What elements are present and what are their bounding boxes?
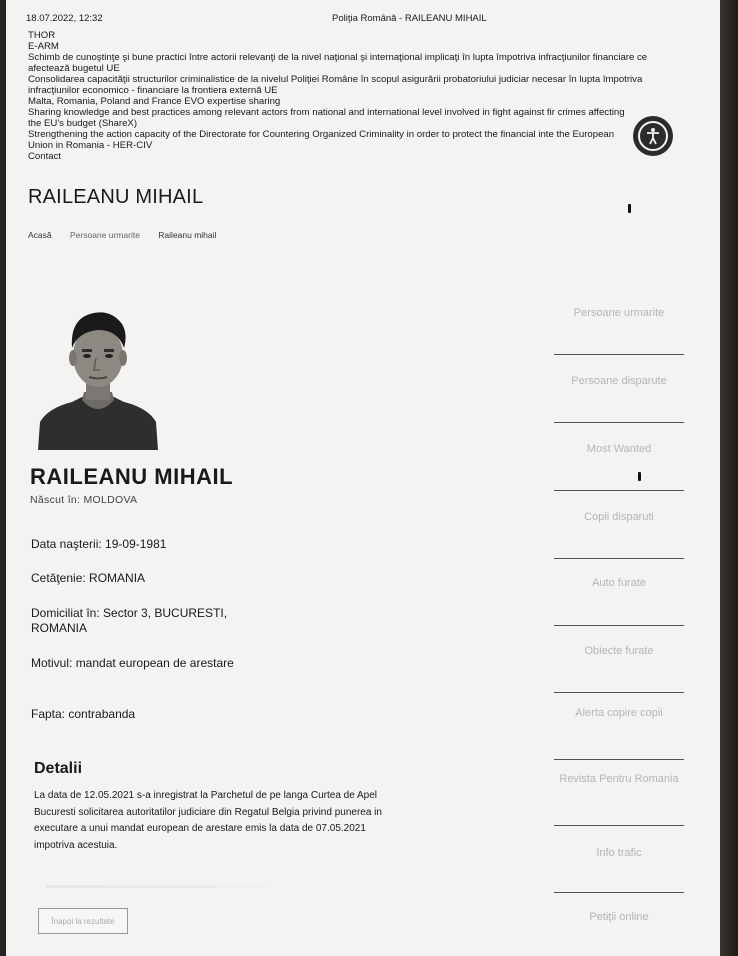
sidebar-divider xyxy=(554,490,684,491)
breadcrumb-home[interactable]: Acasă xyxy=(28,230,52,240)
reason-field xyxy=(31,656,249,671)
sidebar-item-stolen-cars[interactable]: Auto furate xyxy=(592,577,646,589)
sidebar-item-wanted[interactable]: Persoane urmarite xyxy=(573,307,665,319)
top-menu xyxy=(28,30,678,162)
person-photo xyxy=(38,300,158,450)
citizenship-field xyxy=(31,571,256,586)
breadcrumb xyxy=(28,230,232,240)
sidebar-divider xyxy=(554,759,684,760)
offense-field xyxy=(31,707,256,722)
sidebar-divider xyxy=(554,422,684,423)
reason-value: mandat european de arestare xyxy=(75,656,234,670)
back-to-results-button[interactable]: Înapoi la rezultate xyxy=(38,908,128,934)
offense-value: contrabanda xyxy=(68,707,136,721)
residence-field xyxy=(31,606,261,636)
sidebar-divider xyxy=(554,625,684,626)
menu-item-contact[interactable]: Contact xyxy=(28,151,62,162)
residence-value: Sector 3, BUCURESTI, ROMANIA xyxy=(31,606,228,635)
menu-item-sharing[interactable]: Sharing knowledge and best practices among relevant actors from national and international level involved in fight against fir crimes affecting the EU's budget (ShareX) xyxy=(28,107,625,129)
citizenship-value: ROMANIA xyxy=(89,571,146,585)
print-title: Poliţia Română - RAILEANU MIHAIL xyxy=(332,13,487,24)
sidebar-item-child-alert[interactable]: Alerta copire copii xyxy=(575,707,663,719)
accessibility-icon[interactable] xyxy=(633,116,673,156)
breadcrumb-current: Raileanu mihail xyxy=(158,230,217,240)
sidebar-item-most-wanted[interactable]: Most Wanted xyxy=(586,443,652,455)
menu-item-consolidarea[interactable]: Consolidarea capacităţii structurilor criminalistice de la nivelul Poliţiei Române în scopul asigurării probatoriului judiciar necesar în lupta împotriva infracţiunilor economico - financiare la frontiera externă UE xyxy=(28,74,643,96)
birthplace-label: Născut în: xyxy=(30,494,81,506)
offense-label: Fapta: xyxy=(31,707,66,721)
dob-value: 19-09-1981 xyxy=(105,537,167,551)
menu-item-schimb[interactable]: Schimb de cunoştinţe şi bune practici între actorii relevanţi de la nivel naţional şi internaţional implicaţi în lupta împotriva infracţiunilor financiare ce afectează bugetul UE xyxy=(28,52,648,74)
print-date: 18.07.2022, 12:32 xyxy=(26,13,103,24)
sidebar-item-traffic-info[interactable]: Info trafic xyxy=(596,847,642,859)
menu-item-malta[interactable]: Malta, Romania, Poland and France EVO expertise sharing xyxy=(28,96,281,107)
sidebar-item-stolen-objects[interactable]: Obiecte furate xyxy=(584,645,654,657)
sidebar-item-missing[interactable]: Persoane disparute xyxy=(571,375,667,387)
residence-label: Domiciliat în: xyxy=(31,606,100,620)
dob-label: Data naşterii: xyxy=(31,537,102,551)
sidebar-item-missing-children[interactable]: Copii disparuti xyxy=(584,511,654,523)
birthplace-value: MOLDOVA xyxy=(83,494,138,506)
scan-speck xyxy=(638,472,641,481)
faded-divider xyxy=(46,885,266,888)
menu-item-strengthening[interactable]: Strengthening the action capacity of the Directorate for Countering Organized Criminality in order to protect the financial inte the European Union in Romania - HER-CIV xyxy=(28,129,615,151)
reason-label: Motivul: xyxy=(31,656,73,670)
person-name: RAILEANU MIHAIL xyxy=(30,464,234,489)
dob-field xyxy=(31,537,256,552)
details-heading: Detalii xyxy=(34,760,83,777)
background-edge xyxy=(720,0,738,956)
sidebar-divider xyxy=(554,892,684,893)
scan-speck xyxy=(628,204,631,213)
accessibility-figure-icon xyxy=(645,127,661,145)
citizenship-label: Cetăţenie: xyxy=(31,571,86,585)
sidebar-item-petitions[interactable]: Petiţii online xyxy=(589,911,649,923)
sidebar-divider xyxy=(554,354,684,355)
birthplace xyxy=(30,494,137,506)
menu-item-e-arm[interactable]: E-ARM xyxy=(28,41,59,52)
sidebar-divider xyxy=(554,558,684,559)
breadcrumb-wanted-persons[interactable]: Persoane urmarite xyxy=(70,230,140,240)
details-text: La data de 12.05.2021 s-a inregistrat la Parchetul de pe langa Curtea de Apel Bucuresti solicitarea autoritatilor judiciare din Regatul Belgia privind punerea in executare a unui mandat european de arestare emis la data de 07.05.2021 impotriva acestuia. xyxy=(34,790,382,851)
printed-page xyxy=(6,0,722,956)
sidebar-divider xyxy=(554,825,684,826)
menu-item-thor[interactable]: THOR xyxy=(28,30,56,41)
sidebar-divider xyxy=(554,692,684,693)
page-title: RAILEANU MIHAIL xyxy=(28,186,204,208)
sidebar-item-magazine[interactable]: Revista Pentru Romania xyxy=(559,773,679,785)
